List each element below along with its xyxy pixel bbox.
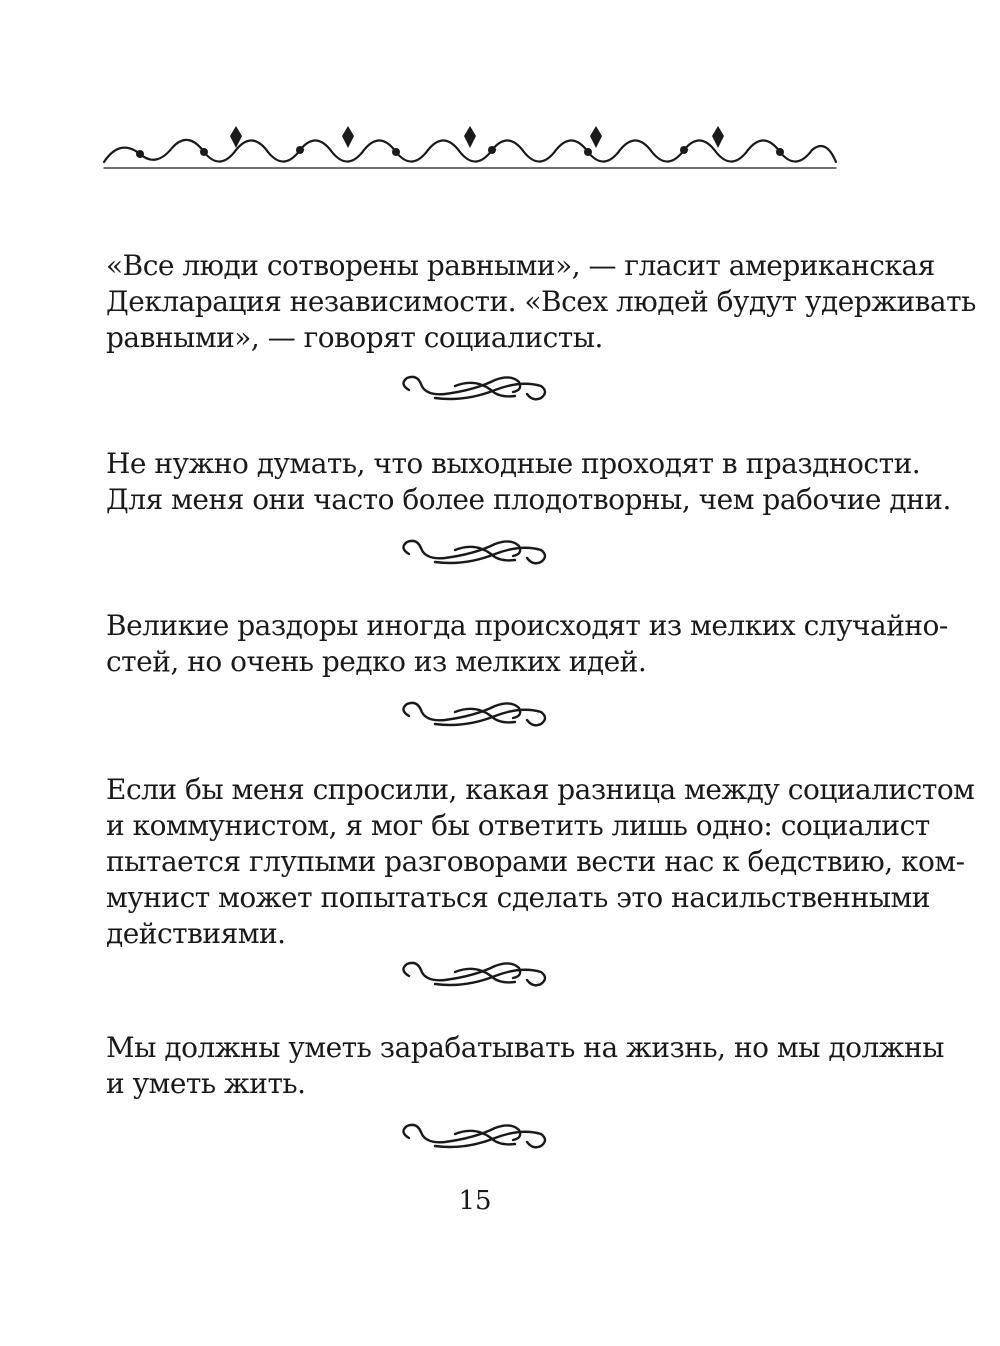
flourish-divider-icon [395, 950, 555, 996]
quote-line: Декларация независимости. «Всех людей будут удерживать [106, 285, 976, 318]
quote-1 [106, 248, 976, 356]
quote-line: Если бы меня спросили, какая разница между социалистом [106, 773, 975, 806]
quote-line: пытается глупыми разговорами вести нас к бедствию, ком- [106, 845, 965, 878]
quote-line: «Все люди сотворены равными», — гласит американская [106, 249, 935, 282]
quote-line: Не нужно думать, что выходные проходят в праздности. [106, 447, 921, 480]
page-number: 15 [458, 1186, 492, 1216]
quote-line: и коммунистом, я мог бы ответить лишь одно: социалист [106, 809, 930, 842]
quote-line: Мы должны уметь зарабатывать на жизнь, но мы должны [106, 1031, 944, 1064]
flourish-divider-icon [395, 1112, 555, 1158]
quote-line: стей, но очень редко из мелких идей. [106, 645, 647, 678]
quote-4 [106, 772, 975, 952]
flourish-divider-icon [395, 528, 555, 574]
flourish-divider-icon [395, 690, 555, 736]
quote-line: Великие раздоры иногда происходят из мелких случайно- [106, 609, 948, 642]
flourish-divider-icon [395, 364, 555, 410]
quote-5 [106, 1030, 944, 1102]
ornamental-border-icon [100, 118, 840, 182]
quote-line: мунист может попытаться сделать это насильственными [106, 881, 930, 914]
quote-3 [106, 608, 948, 680]
quote-line: и уметь жить. [106, 1067, 306, 1100]
quote-line: равными», — говорят социалисты. [106, 321, 603, 354]
quote-line: действиями. [106, 917, 286, 950]
quote-2 [106, 446, 951, 518]
quote-line: Для меня они часто более плодотворны, чем рабочие дни. [106, 483, 951, 516]
